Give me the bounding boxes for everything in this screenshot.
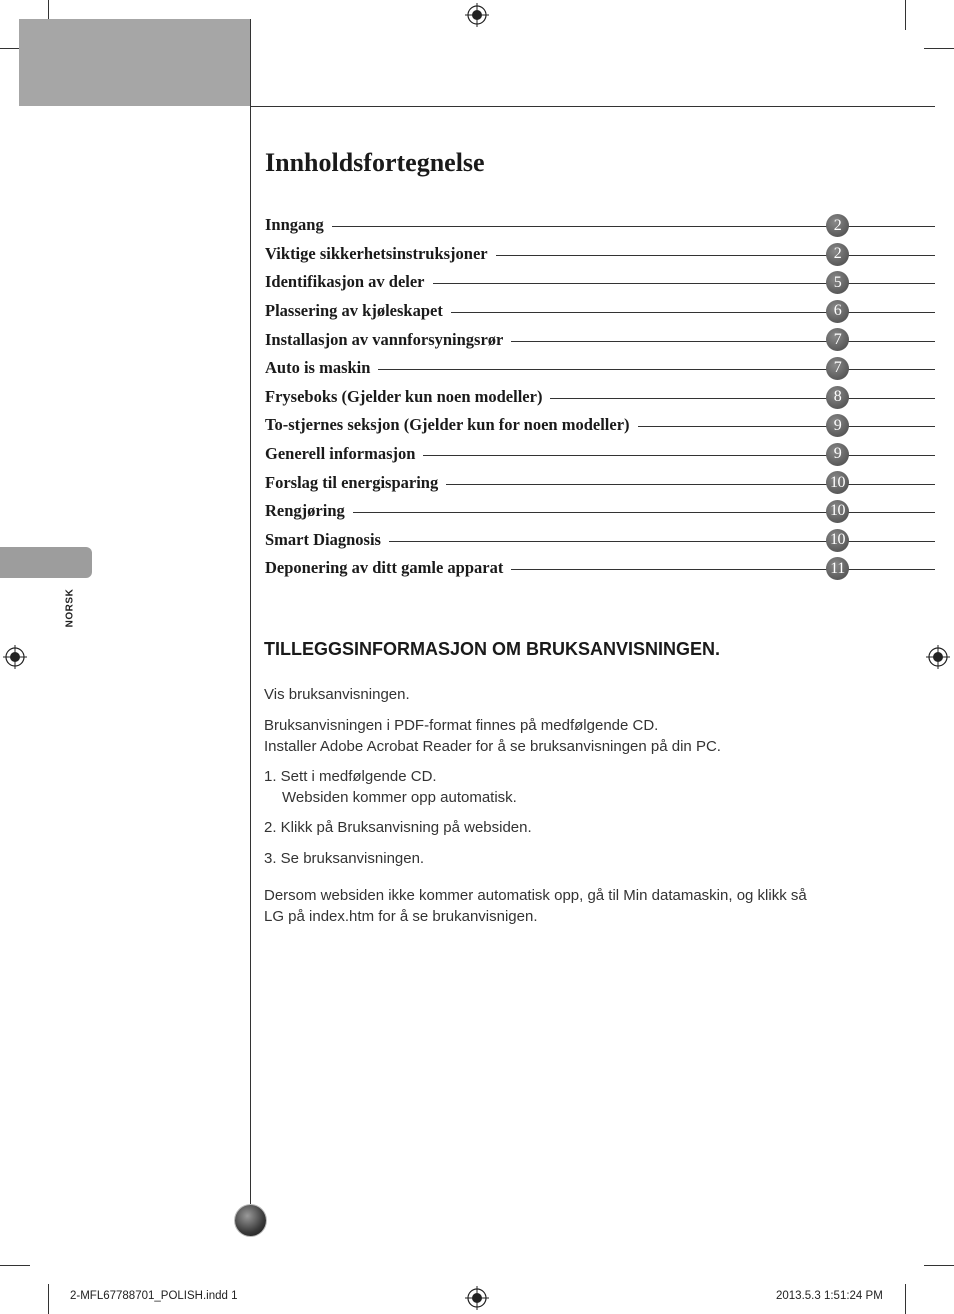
leader-line — [511, 341, 935, 342]
page-number-badge: 9 — [826, 414, 849, 437]
leader-line — [638, 426, 935, 427]
footer-file: 2-MFL67788701_POLISH.indd 1 — [70, 1290, 238, 1302]
toc-list — [265, 211, 935, 583]
toc-entry[interactable] — [265, 240, 935, 269]
crop-mark — [924, 1265, 954, 1266]
leader-line — [446, 484, 935, 485]
leader-line — [423, 455, 935, 456]
info-heading: TILLEGGSINFORMASJON OM BRUKSANVISNINGEN. — [264, 639, 721, 659]
page-number-badge: 10 — [826, 471, 849, 494]
crop-mark — [905, 0, 906, 30]
info-note — [264, 886, 807, 927]
toc-title: Innholdsfortegnelse — [265, 148, 485, 177]
page-number-badge: 7 — [826, 357, 849, 380]
page-number-badge: 8 — [826, 386, 849, 409]
page-marker-dot — [235, 1205, 266, 1236]
note-line-1: Dersom websiden ikke kommer automatisk opp, gå til Min datamaskin, og klikk så — [264, 887, 807, 904]
toc-entry[interactable] — [265, 440, 935, 469]
toc-entry-label: Inngang — [265, 215, 324, 235]
toc-entry-label: Smart Diagnosis — [265, 529, 381, 549]
toc-entry[interactable] — [265, 383, 935, 412]
toc-entry-label: Identifikasjon av deler — [265, 272, 425, 292]
toc-entry[interactable] — [265, 468, 935, 497]
registration-mark-icon — [926, 645, 950, 669]
leader-line — [550, 398, 935, 399]
toc-entry[interactable] — [265, 554, 935, 583]
leader-line — [511, 569, 935, 570]
toc-entry[interactable] — [265, 297, 935, 326]
leader-line — [451, 312, 935, 313]
page-number-badge: 5 — [826, 271, 849, 294]
page-number-badge: 2 — [826, 214, 849, 237]
toc-entry-label: To-stjernes seksjon (Gjelder kun for noen modeller) — [265, 415, 630, 435]
registration-mark-icon — [465, 1286, 489, 1310]
toc-entry[interactable] — [265, 411, 935, 440]
crop-mark — [0, 1265, 30, 1266]
toc-entry[interactable] — [265, 526, 935, 555]
step-3: 3. Se bruksanvisningen. — [264, 850, 425, 867]
header-gray-block — [19, 19, 251, 106]
margin-rule — [250, 19, 251, 1236]
toc-entry-label: Generell informasjon — [265, 444, 416, 464]
toc-entry-label: Installasjon av vannforsyningsrør — [265, 329, 504, 349]
info-intro: Vis bruksanvisningen. — [264, 686, 410, 703]
toc-entry[interactable] — [265, 497, 935, 526]
header-rule — [251, 106, 935, 107]
leader-line — [389, 541, 935, 542]
page-number-badge: 6 — [826, 300, 849, 323]
toc-entry-label: Deponering av ditt gamle apparat — [265, 558, 504, 578]
toc-entry-label: Plassering av kjøleskapet — [265, 301, 443, 321]
toc-entry-label: Viktige sikkerhetsinstruksjoner — [265, 243, 488, 263]
page-number-badge: 2 — [826, 243, 849, 266]
page-number-badge: 7 — [826, 328, 849, 351]
language-label: NORSK — [64, 588, 76, 628]
step-1 — [264, 767, 517, 808]
leader-line — [496, 255, 935, 256]
page-number-badge: 10 — [826, 529, 849, 552]
page-number-badge: 11 — [826, 557, 849, 580]
language-tab — [0, 547, 92, 578]
info-pdf-paragraph — [264, 716, 721, 757]
note-line-2: LG på index.htm for å se brukanvisnigen. — [264, 907, 538, 925]
page-number-badge: 10 — [826, 500, 849, 523]
toc-entry[interactable] — [265, 325, 935, 354]
toc-entry[interactable] — [265, 268, 935, 297]
toc-entry-label: Fryseboks (Gjelder kun noen modeller) — [265, 386, 543, 406]
step-1-line-1: 1. Sett i medfølgende CD. — [264, 768, 437, 785]
step-2: 2. Klikk på Bruksanvisning på websiden. — [264, 819, 532, 836]
page-number-badge: 9 — [826, 443, 849, 466]
toc-entry-label: Rengjøring — [265, 501, 345, 521]
toc-entry-label: Auto is maskin — [265, 358, 371, 378]
leader-line — [378, 369, 935, 370]
pdf-line-1: Bruksanvisningen i PDF-format finnes på medfølgende CD. — [264, 717, 659, 734]
registration-mark-icon — [3, 645, 27, 669]
toc-entry[interactable] — [265, 354, 935, 383]
footer-timestamp: 2013.5.3 1:51:24 PM — [776, 1290, 883, 1302]
crop-mark — [924, 48, 954, 49]
step-1-line-2: Websiden kommer opp automatisk. — [282, 788, 517, 806]
crop-mark — [48, 1284, 49, 1314]
leader-line — [433, 283, 935, 284]
crop-mark — [905, 1284, 906, 1314]
toc-entry[interactable] — [265, 211, 935, 240]
pdf-line-2: Installer Adobe Acrobat Reader for å se bruksanvisningen på din PC. — [264, 737, 721, 755]
toc-entry-label: Forslag til energisparing — [265, 472, 439, 492]
registration-mark-icon — [465, 3, 489, 27]
